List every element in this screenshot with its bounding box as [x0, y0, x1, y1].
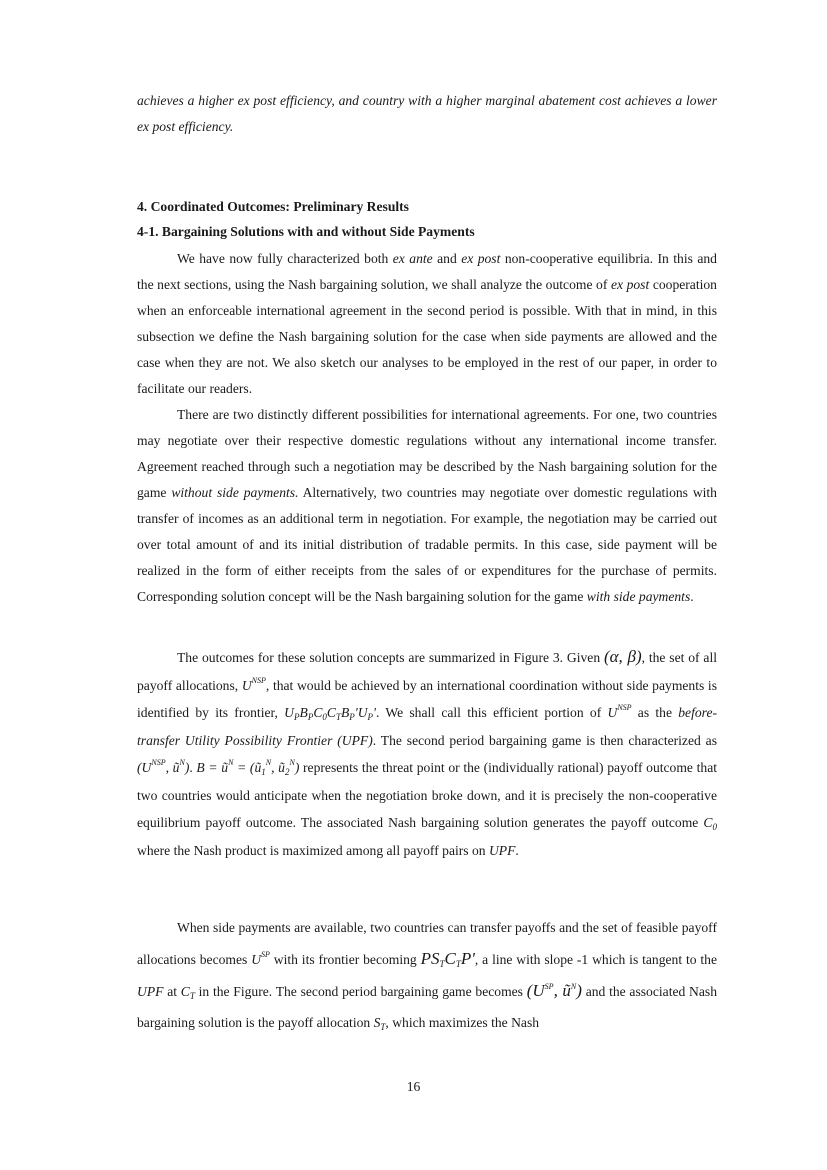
u-nsp-math: $U^{NSP}$ [241, 675, 266, 693]
ct-math: $C_T$ [180, 984, 195, 1001]
st-math: $S_T$ [373, 1015, 386, 1032]
carryover-paragraph: achieves a higher ex post efficiency, and country with a higher marginal abatement cost achieves a lower ex post efficiency. [137, 93, 717, 134]
paragraph-3: The outcomes for these solution concepts are summarized in Figure 3. Given (α, β), the set of all payoff allocations, $U^{NSP}$, that would be achieved by an international coordination without side payments is identified by its frontier, $U_PB_PC_0C_TB_P'U_P'$. We shall call this efficient portion of $U^{NSP}$ as the before-transfer Utility Possibility Frontier (UPF). The second period bargaining game is then characterized as ($U^{NSP}$, $ũ^N$). $B = ũ^N$ = ($ũ_1^N$, $ũ_2^N$) represents the threat point or the (individually rational) payoff outcome that two countries would anticipate when the negotiation broke down, and it is precisely the non-cooperative equilibrium payoff outcome. The associated Nash bargaining solution generates the payoff outcome $C_0$ where the Nash product is maximized among all payoff pairs on UPF. [137, 647, 718, 858]
alpha-beta-math: (α, β) [603, 647, 642, 666]
paragraph-1: We have now fully characterized both ex ante and ex post non-cooperative equilibria. In this and the next sections, using the Nash bargaining solution, we shall analyze the outcome of ex post cooperation when an enforceable international agreement in the second period is possible. With that in mind, in this subsection we define the Nash bargaining solution for the case when side payments are allowed and the case when they are not. We also sketch our analyses to be employed in the rest of our paper, in order to facilitate our readers. [137, 251, 717, 396]
c0-math: $C_0$ [703, 815, 717, 832]
u-sp-math: $U^{SP}$ [251, 950, 270, 967]
paragraph-2: There are two distinctly different possibilities for international agreements. For one, two countries may negotiate over their respective domestic regulations without any international income transfer. Agreement reached through such a negotiation may be described by the Nash bargaining solution for the game without side payments. Alternatively, two countries may negotiate over domestic regulations with transfer of incomes as an additional term in negotiation. For example, the negotiation may be carried out over total amount of and its initial distribution of tradable permits. In this case, side payment will be realized in the form of either receipts from the sales of or expenditures for the purchase of permits. Corresponding solution concept will be the Nash bargaining solution for the game with side payments. [137, 407, 717, 604]
subsection-heading: 4-1. Bargaining Solutions with and without Side Payments [137, 224, 475, 239]
paragraph-4: When side payments are available, two countries can transfer payoffs and the set of feasible payoff allocations becomes $U^{SP}$ with its frontier becoming $PS_TC_TP'$, a line with slope -1 which is tangent to the UPF at $C_T$ in the Figure. The second period bargaining game becomes ($U^{SP}$, $ũ^N$) and the associated Nash bargaining solution is the payoff allocation $S_T$, which maximizes the Nash [137, 920, 718, 1032]
page-number: 16 [406, 1079, 421, 1094]
frontier-math: $U_PB_PC_0C_TB_P'U_P'$ [284, 705, 376, 722]
game-sp-math: ($U^{SP}$, $ũ^N$) [526, 981, 582, 1000]
game-nsp-math: ($U^{NSP}$, $ũ^N$) [137, 758, 190, 775]
threat-point-math: $B = ũ^N$ = ($ũ_1^N$, $ũ_2^N$) [196, 758, 300, 777]
section-heading: 4. Coordinated Outcomes: Preliminary Results [137, 199, 409, 214]
sp-frontier-math: $PS_TC_TP'$ [420, 949, 475, 969]
